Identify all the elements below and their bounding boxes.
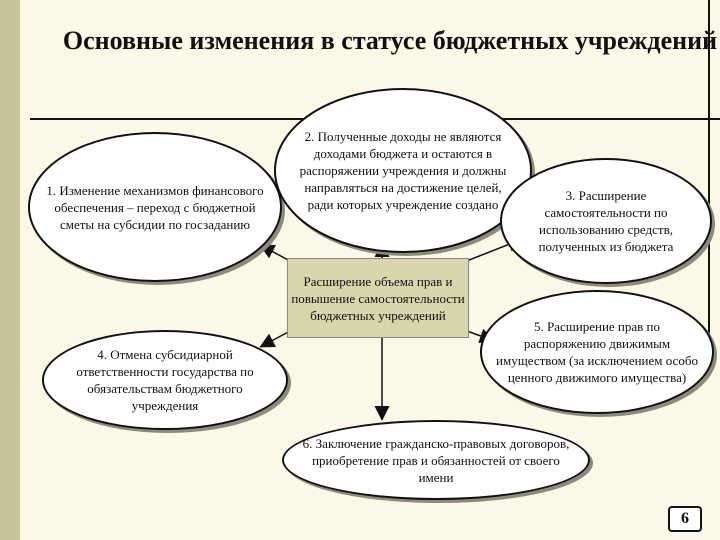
- node-6-contracts: [282, 420, 590, 500]
- slide-title: Основные изменения в статусе бюджетных учреждений: [62, 26, 718, 55]
- node-5-movable-property: [480, 290, 714, 414]
- node-5-text: 5. Расширение прав по распоряжению движимым имуществом (за исключением особо ценного движимого имущества): [496, 319, 698, 385]
- node-6-text: 6. Заключение гражданско-правовых договоров, приобретение прав и обязанностей от своего имени: [302, 435, 570, 485]
- page-number: 6: [681, 510, 689, 527]
- node-1-text: 1. Изменение механизмов финансового обеспечения – переход с бюджетной сметы на субсидии по госзаданию: [46, 182, 264, 232]
- node-3-text: 3. Расширение самостоятельности по использованию средств, полученных из бюджета: [538, 188, 674, 254]
- center-box-text: Расширение объема прав и повышение самостоятельности бюджетных учреждений: [291, 273, 465, 323]
- node-2-text: 2. Полученные доходы не являются доходами бюджета и остаются в распоряжении учреждения и должны направляться на достижение целей, ради которых учреждение создано: [299, 129, 507, 212]
- node-3-budget-funds: [500, 158, 712, 284]
- node-4-text: 4. Отмена субсидиарной ответственности государства по обязательствам бюджетного учреждения: [76, 347, 254, 413]
- node-1-financing: [28, 132, 282, 282]
- page-number-badge: [668, 506, 702, 532]
- node-2-income: [274, 88, 532, 253]
- node-4-liability: [42, 330, 288, 430]
- center-box-expansion: [287, 258, 469, 338]
